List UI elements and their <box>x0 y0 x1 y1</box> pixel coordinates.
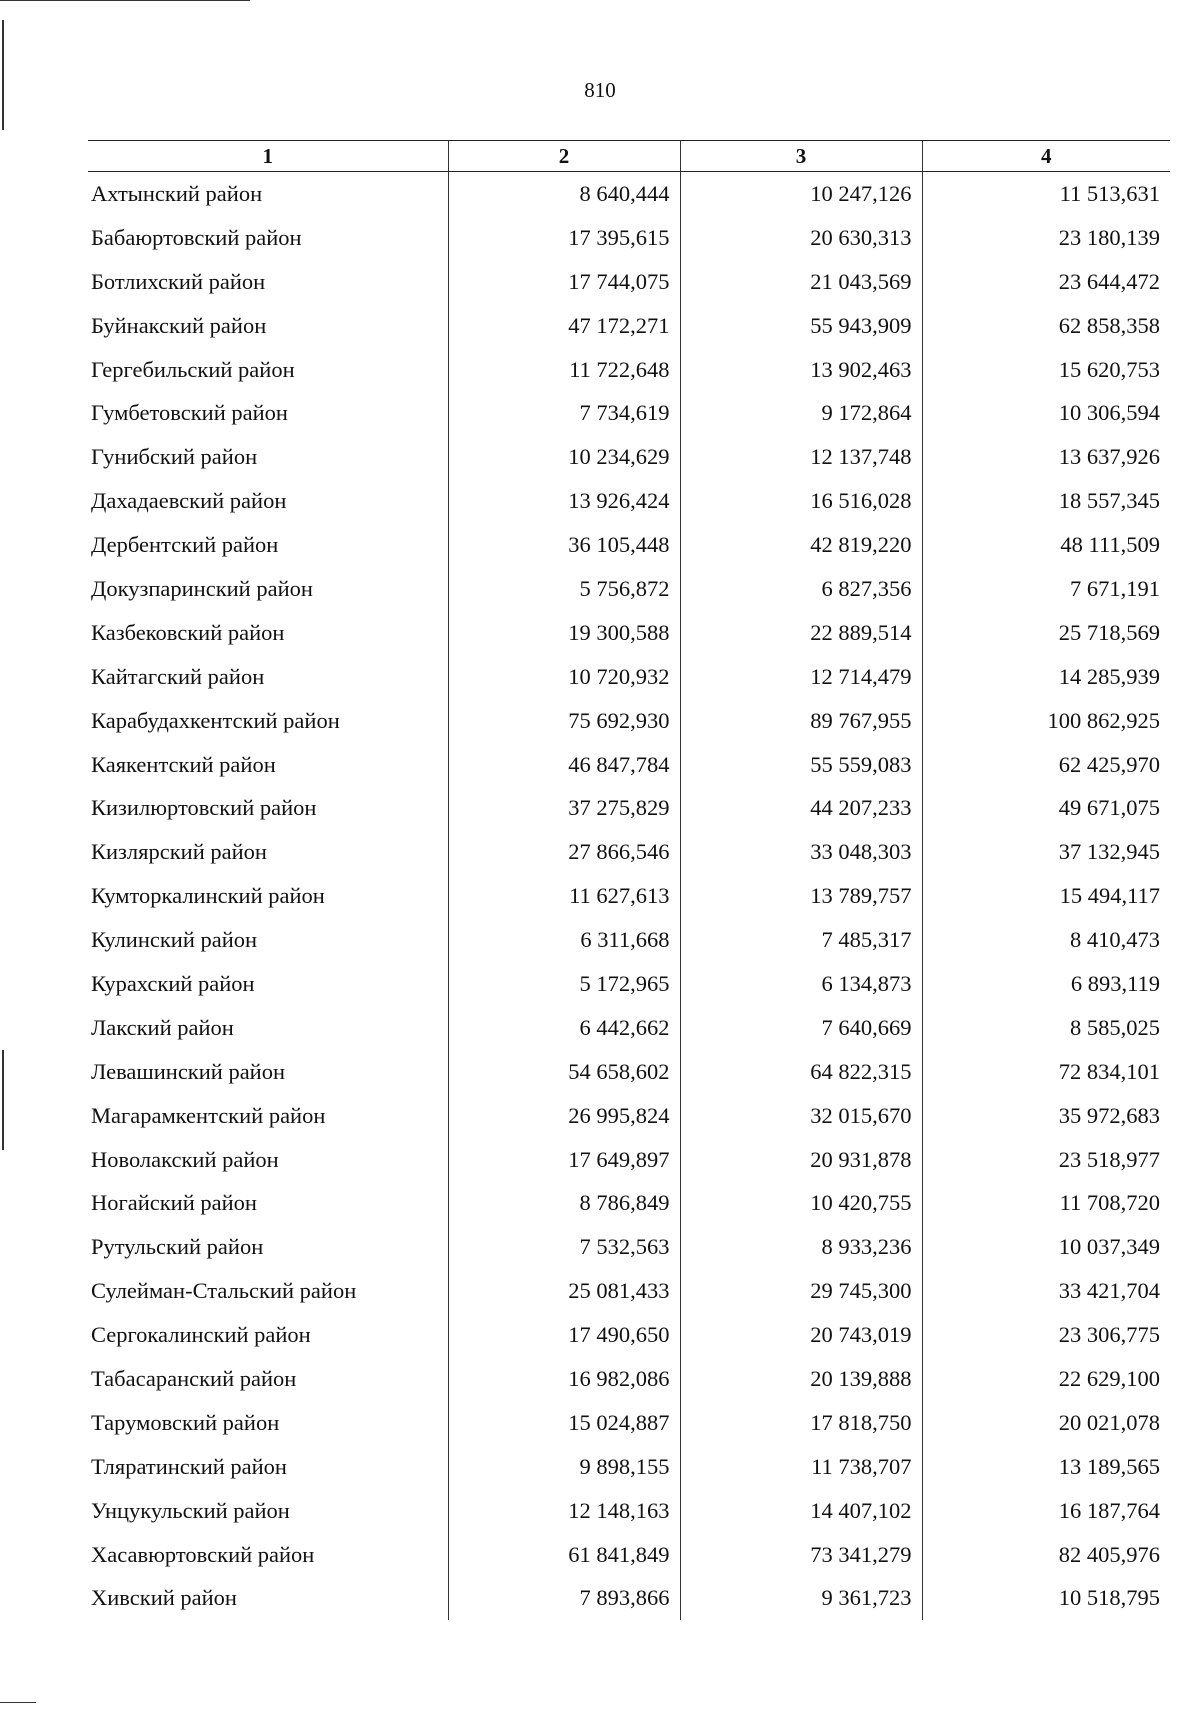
value-cell-col4: 62 858,358 <box>922 304 1170 348</box>
value-cell-col4: 23 306,775 <box>922 1313 1170 1357</box>
table-row <box>88 1445 1170 1489</box>
scan-edge-mark <box>0 1702 36 1703</box>
value-cell-col2: 36 105,448 <box>448 523 680 567</box>
district-name-cell: Докузпаринский район <box>91 575 313 601</box>
value-cell-col3: 16 516,028 <box>680 479 922 523</box>
value-cell-col3: 21 043,569 <box>680 260 922 304</box>
value-cell-col2: 47 172,271 <box>448 304 680 348</box>
district-name-cell: Ботлихский район <box>91 268 266 294</box>
value-cell-col3: 20 630,313 <box>680 216 922 260</box>
district-name-cell: Лакский район <box>91 1014 234 1040</box>
district-name-cell: Унцукульский район <box>91 1497 290 1523</box>
district-name-cell: Левашинский район <box>91 1058 286 1084</box>
value-cell-col3: 55 559,083 <box>680 743 922 787</box>
value-cell-col3: 73 341,279 <box>680 1533 922 1577</box>
value-cell-col4: 72 834,101 <box>922 1050 1170 1094</box>
table-row <box>88 1181 1170 1225</box>
table-row <box>88 435 1170 479</box>
table-row <box>88 1577 1170 1621</box>
value-cell-col4: 14 285,939 <box>922 655 1170 699</box>
value-cell-col4: 8 585,025 <box>922 1006 1170 1050</box>
value-cell-col3: 33 048,303 <box>680 830 922 874</box>
value-cell-col3: 9 361,723 <box>680 1577 922 1621</box>
value-cell-col4: 7 671,191 <box>922 567 1170 611</box>
value-cell-col2: 10 720,932 <box>448 655 680 699</box>
value-cell-col4: 37 132,945 <box>922 830 1170 874</box>
district-name-cell: Кайтагский район <box>91 663 265 689</box>
value-cell-col2: 5 172,965 <box>448 962 680 1006</box>
table-row <box>88 1489 1170 1533</box>
table-row <box>88 1269 1170 1313</box>
value-cell-col2: 7 734,619 <box>448 391 680 435</box>
table-row <box>88 699 1170 743</box>
value-cell-col4: 15 620,753 <box>922 348 1170 392</box>
value-cell-col2: 9 898,155 <box>448 1445 680 1489</box>
value-cell-col2: 75 692,930 <box>448 699 680 743</box>
value-cell-col2: 17 649,897 <box>448 1138 680 1182</box>
district-name-cell: Табасаранский район <box>91 1365 297 1391</box>
value-cell-col2: 7 893,866 <box>448 1577 680 1621</box>
district-name-cell: Курахский район <box>91 970 255 996</box>
district-name-cell: Буйнакский район <box>91 312 267 338</box>
value-cell-col4: 11 513,631 <box>922 172 1170 216</box>
table-row <box>88 567 1170 611</box>
value-cell-col4: 10 518,795 <box>922 1577 1170 1621</box>
table-row <box>88 1401 1170 1445</box>
table-row <box>88 348 1170 392</box>
table-row <box>88 260 1170 304</box>
value-cell-col2: 8 786,849 <box>448 1181 680 1225</box>
district-name-cell: Тарумовский район <box>91 1409 280 1435</box>
value-cell-col4: 33 421,704 <box>922 1269 1170 1313</box>
value-cell-col2: 6 442,662 <box>448 1006 680 1050</box>
value-cell-col3: 44 207,233 <box>680 786 922 830</box>
table-header-row <box>88 141 1170 172</box>
value-cell-col2: 6 311,668 <box>448 918 680 962</box>
district-name-cell: Магарамкентский район <box>91 1102 326 1128</box>
value-cell-col3: 55 943,909 <box>680 304 922 348</box>
column-header-3: 3 <box>680 141 922 172</box>
table-row <box>88 655 1170 699</box>
value-cell-col2: 5 756,872 <box>448 567 680 611</box>
value-cell-col2: 26 995,824 <box>448 1094 680 1138</box>
value-cell-col3: 22 889,514 <box>680 611 922 655</box>
value-cell-col4: 22 629,100 <box>922 1357 1170 1401</box>
value-cell-col3: 12 714,479 <box>680 655 922 699</box>
value-cell-col3: 89 767,955 <box>680 699 922 743</box>
district-name-cell: Гергебильский район <box>91 356 295 382</box>
value-cell-col3: 12 137,748 <box>680 435 922 479</box>
table-row <box>88 830 1170 874</box>
district-name-cell: Сулейман-Стальский район <box>91 1278 357 1304</box>
value-cell-col4: 62 425,970 <box>922 743 1170 787</box>
table-row <box>88 962 1170 1006</box>
value-cell-col2: 13 926,424 <box>448 479 680 523</box>
table-row <box>88 874 1170 918</box>
value-cell-col3: 42 819,220 <box>680 523 922 567</box>
table-row <box>88 743 1170 787</box>
table-body <box>88 172 1170 1621</box>
table-row <box>88 1357 1170 1401</box>
data-table <box>88 140 1170 1620</box>
value-cell-col4: 16 187,764 <box>922 1489 1170 1533</box>
district-name-cell: Сергокалинский район <box>91 1322 311 1348</box>
table-row <box>88 1533 1170 1577</box>
value-cell-col3: 20 931,878 <box>680 1138 922 1182</box>
value-cell-col4: 23 644,472 <box>922 260 1170 304</box>
value-cell-col4: 13 189,565 <box>922 1445 1170 1489</box>
value-cell-col4: 100 862,925 <box>922 699 1170 743</box>
value-cell-col3: 11 738,707 <box>680 1445 922 1489</box>
value-cell-col4: 18 557,345 <box>922 479 1170 523</box>
district-name-cell: Казбековский район <box>91 619 285 645</box>
district-name-cell: Кизилюртовский район <box>91 795 317 821</box>
value-cell-col3: 7 640,669 <box>680 1006 922 1050</box>
table-row <box>88 1094 1170 1138</box>
district-name-cell: Гумбетовский район <box>91 400 288 426</box>
table-row <box>88 1313 1170 1357</box>
value-cell-col2: 19 300,588 <box>448 611 680 655</box>
value-cell-col3: 9 172,864 <box>680 391 922 435</box>
value-cell-col3: 29 745,300 <box>680 1269 922 1313</box>
district-name-cell: Кумторкалинский район <box>91 883 325 909</box>
table-row <box>88 523 1170 567</box>
value-cell-col4: 13 637,926 <box>922 435 1170 479</box>
value-cell-col3: 17 818,750 <box>680 1401 922 1445</box>
table-row <box>88 172 1170 216</box>
value-cell-col3: 20 139,888 <box>680 1357 922 1401</box>
district-name-cell: Новолакский район <box>91 1146 279 1172</box>
value-cell-col3: 32 015,670 <box>680 1094 922 1138</box>
value-cell-col4: 82 405,976 <box>922 1533 1170 1577</box>
column-header-4: 4 <box>922 141 1170 172</box>
table-row <box>88 1050 1170 1094</box>
district-name-cell: Кизлярский район <box>91 839 267 865</box>
value-cell-col2: 17 744,075 <box>448 260 680 304</box>
table-row <box>88 1225 1170 1269</box>
value-cell-col3: 64 822,315 <box>680 1050 922 1094</box>
value-cell-col4: 23 180,139 <box>922 216 1170 260</box>
scan-edge-mark <box>2 1050 4 1150</box>
value-cell-col2: 11 627,613 <box>448 874 680 918</box>
value-cell-col3: 13 789,757 <box>680 874 922 918</box>
value-cell-col3: 7 485,317 <box>680 918 922 962</box>
value-cell-col3: 10 247,126 <box>680 172 922 216</box>
district-name-cell: Ногайский район <box>91 1190 257 1216</box>
table-row <box>88 216 1170 260</box>
value-cell-col3: 6 134,873 <box>680 962 922 1006</box>
value-cell-col4: 8 410,473 <box>922 918 1170 962</box>
table-row <box>88 1006 1170 1050</box>
district-name-cell: Дербентский район <box>91 532 279 558</box>
value-cell-col3: 6 827,356 <box>680 567 922 611</box>
value-cell-col4: 10 306,594 <box>922 391 1170 435</box>
value-cell-col2: 17 490,650 <box>448 1313 680 1357</box>
district-name-cell: Дахадаевский район <box>91 488 287 514</box>
value-cell-col3: 20 743,019 <box>680 1313 922 1357</box>
value-cell-col2: 17 395,615 <box>448 216 680 260</box>
district-name-cell: Кулинский район <box>91 927 258 953</box>
table-row <box>88 611 1170 655</box>
table-row <box>88 391 1170 435</box>
value-cell-col2: 8 640,444 <box>448 172 680 216</box>
value-cell-col4: 49 671,075 <box>922 786 1170 830</box>
district-name-cell: Гунибский район <box>91 444 258 470</box>
value-cell-col4: 48 111,509 <box>922 523 1170 567</box>
value-cell-col2: 37 275,829 <box>448 786 680 830</box>
district-name-cell: Хивский район <box>91 1585 237 1611</box>
column-header-1: 1 <box>88 141 448 172</box>
value-cell-col4: 23 518,977 <box>922 1138 1170 1182</box>
district-name-cell: Хасавюртовский район <box>91 1541 315 1567</box>
column-header-2: 2 <box>448 141 680 172</box>
value-cell-col2: 16 982,086 <box>448 1357 680 1401</box>
scan-edge-mark <box>0 0 250 1</box>
district-name-cell: Бабаюртовский район <box>91 224 302 250</box>
value-cell-col3: 10 420,755 <box>680 1181 922 1225</box>
value-cell-col2: 11 722,648 <box>448 348 680 392</box>
value-cell-col3: 13 902,463 <box>680 348 922 392</box>
table-row <box>88 1138 1170 1182</box>
table-row <box>88 304 1170 348</box>
value-cell-col2: 54 658,602 <box>448 1050 680 1094</box>
value-cell-col4: 10 037,349 <box>922 1225 1170 1269</box>
value-cell-col2: 46 847,784 <box>448 743 680 787</box>
value-cell-col2: 25 081,433 <box>448 1269 680 1313</box>
district-name-cell: Каякентский район <box>91 751 276 777</box>
district-name-cell: Рутульский район <box>91 1234 264 1260</box>
value-cell-col2: 61 841,849 <box>448 1533 680 1577</box>
table-row <box>88 918 1170 962</box>
value-cell-col2: 10 234,629 <box>448 435 680 479</box>
scan-edge-mark <box>2 20 4 130</box>
district-name-cell: Карабудахкентский район <box>91 707 340 733</box>
value-cell-col4: 35 972,683 <box>922 1094 1170 1138</box>
value-cell-col4: 11 708,720 <box>922 1181 1170 1225</box>
value-cell-col2: 15 024,887 <box>448 1401 680 1445</box>
value-cell-col3: 14 407,102 <box>680 1489 922 1533</box>
value-cell-col2: 27 866,546 <box>448 830 680 874</box>
value-cell-col4: 6 893,119 <box>922 962 1170 1006</box>
value-cell-col4: 20 021,078 <box>922 1401 1170 1445</box>
value-cell-col4: 25 718,569 <box>922 611 1170 655</box>
value-cell-col3: 8 933,236 <box>680 1225 922 1269</box>
district-name-cell: Ахтынский район <box>91 180 263 206</box>
value-cell-col4: 15 494,117 <box>922 874 1170 918</box>
table-row <box>88 786 1170 830</box>
value-cell-col2: 7 532,563 <box>448 1225 680 1269</box>
page-number: 810 <box>584 78 616 102</box>
district-name-cell: Тляратинский район <box>91 1453 287 1479</box>
value-cell-col2: 12 148,163 <box>448 1489 680 1533</box>
table-row <box>88 479 1170 523</box>
